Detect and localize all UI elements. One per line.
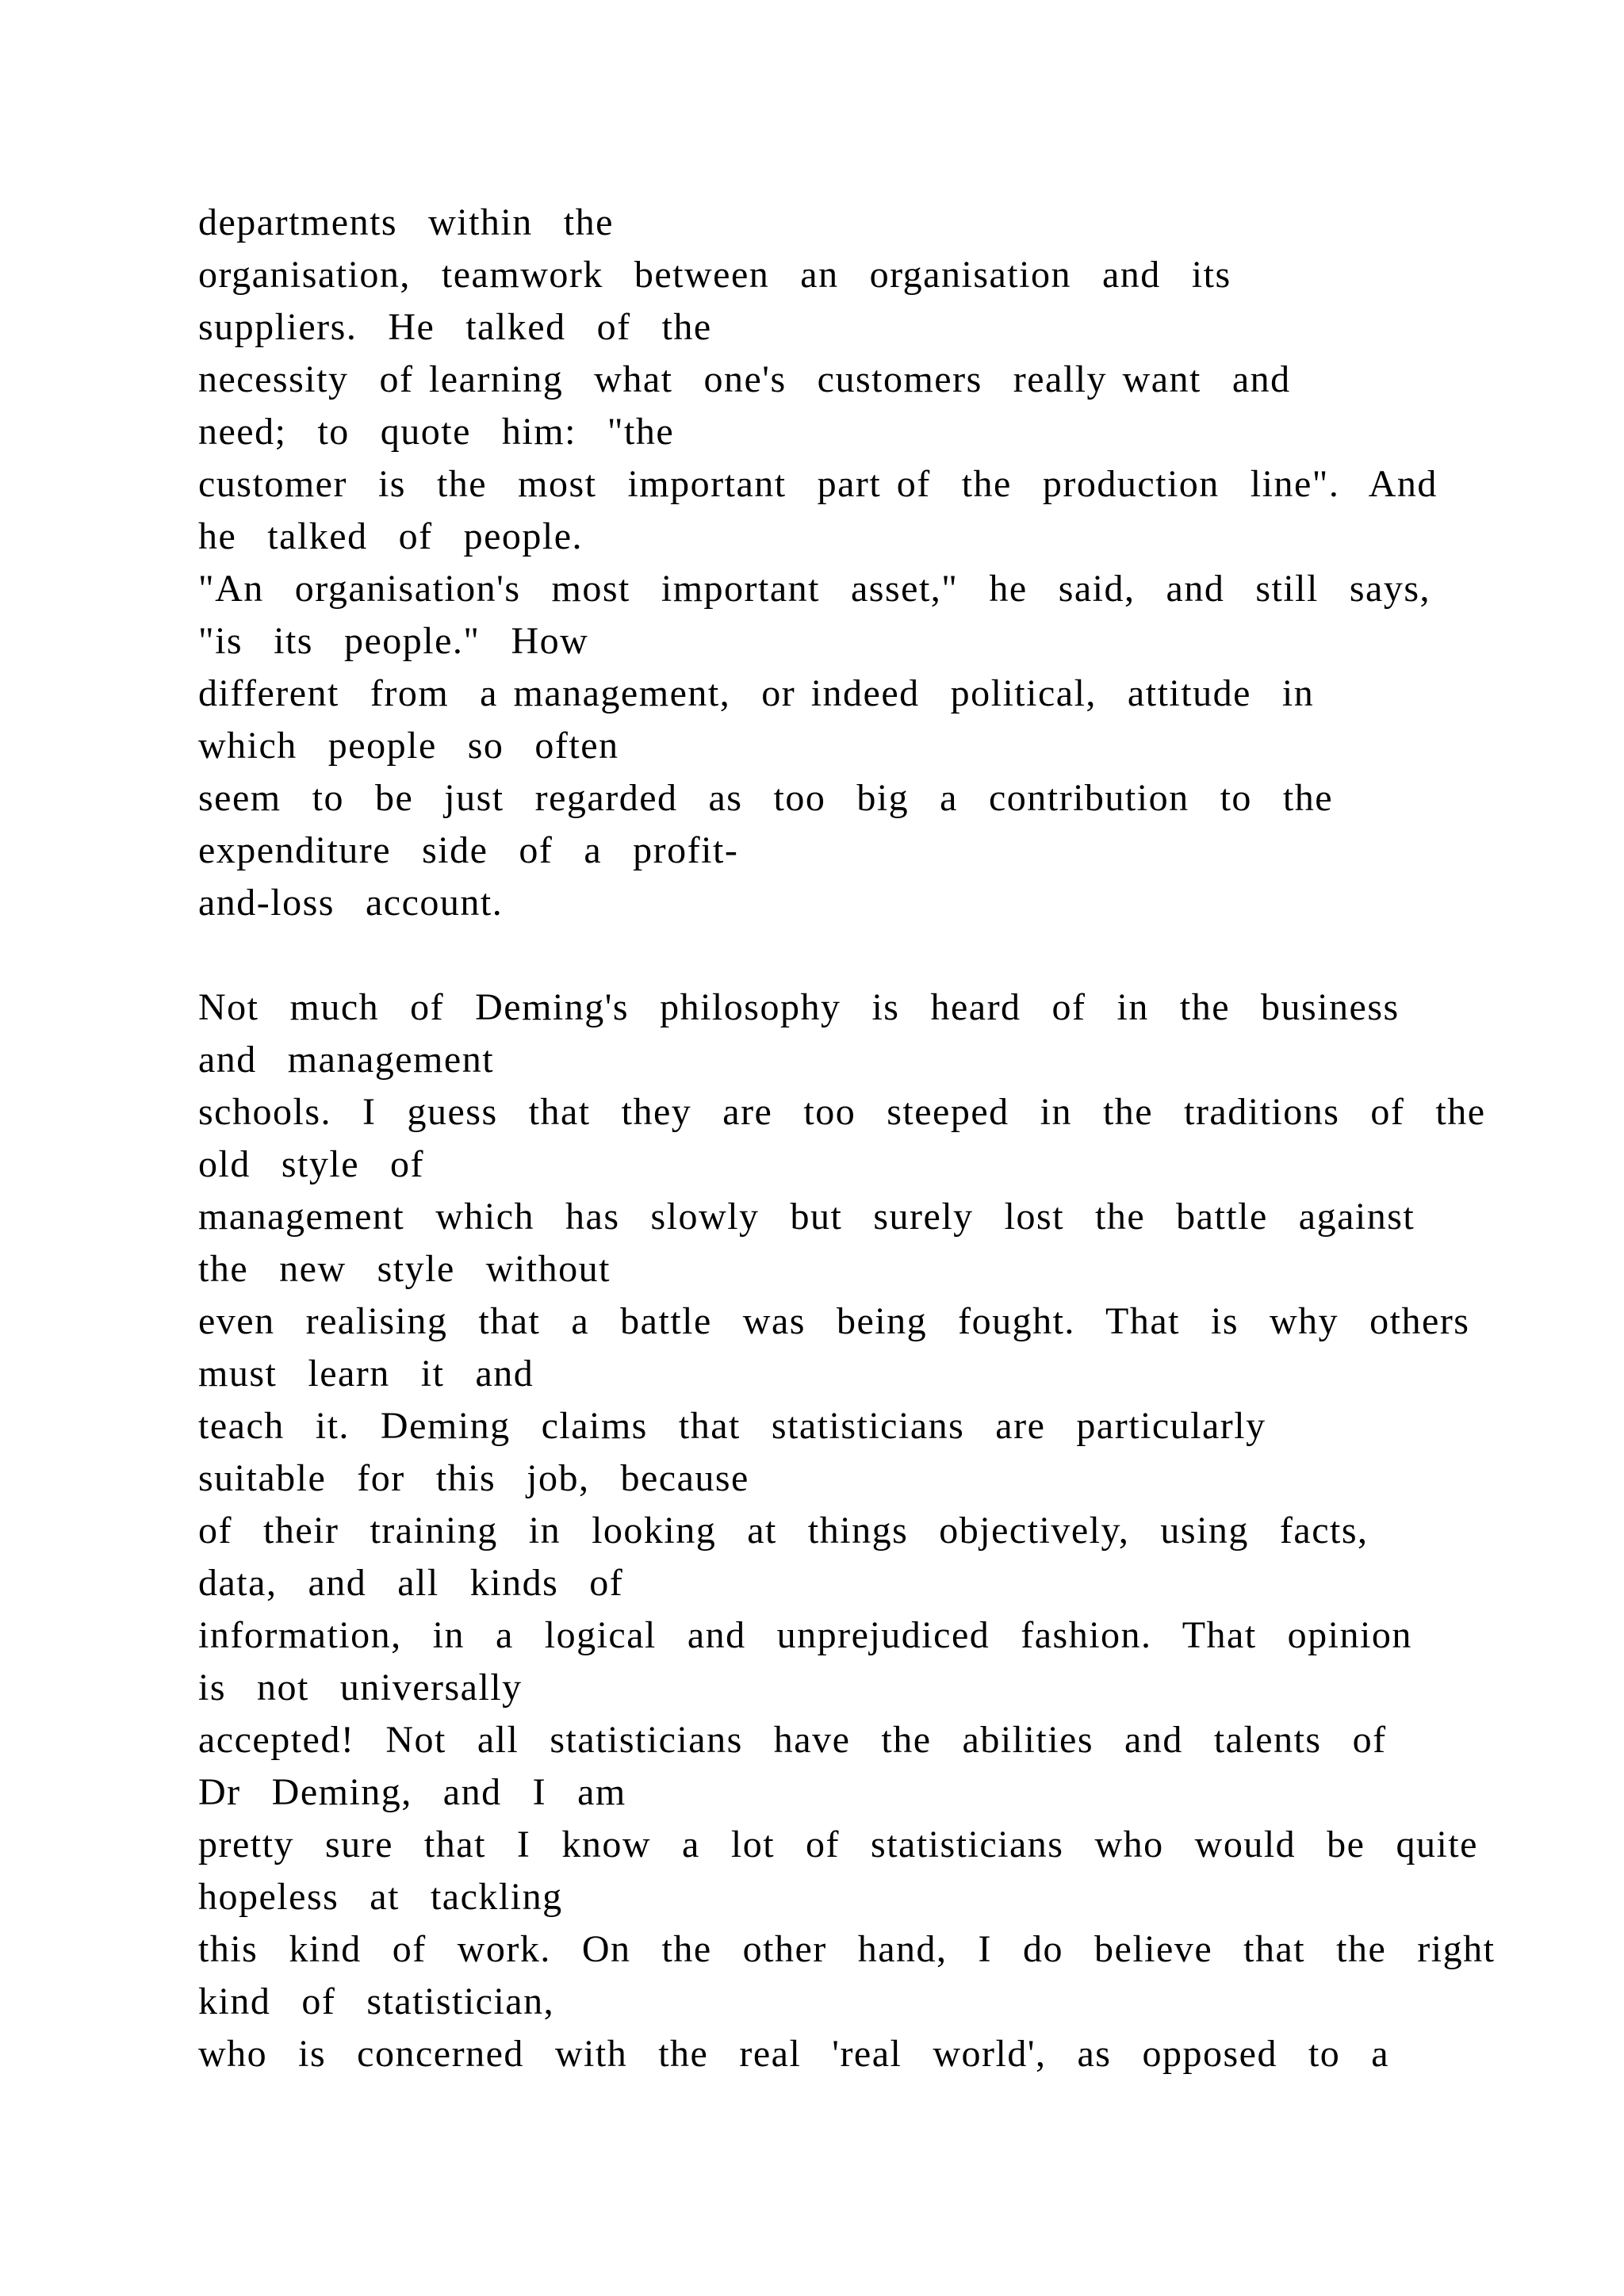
- text-line: seem to be just regarded as too big a contribution to the: [198, 777, 1334, 819]
- text-line: information, in a logical and unprejudiced fashion. That opinion: [198, 1614, 1412, 1656]
- text-line: management which has slowly but surely lost the battle against: [198, 1196, 1415, 1238]
- text-line: customer is the most important part of the production line". And: [198, 463, 1438, 505]
- text-line: suitable for this job, because: [198, 1457, 749, 1499]
- text-line: data, and all kinds of: [198, 1562, 624, 1604]
- text-line: he talked of people.: [198, 515, 584, 557]
- text-line: hopeless at tackling: [198, 1876, 563, 1918]
- text-line: accepted! Not all statisticians have the abilities and talents of: [198, 1719, 1387, 1761]
- text-line: departments within the: [198, 201, 614, 243]
- text-line: Dr Deming, and I am: [198, 1771, 626, 1813]
- text-line: and management: [198, 1039, 495, 1081]
- text-line: which people so often: [198, 725, 619, 767]
- text-line: this kind of work. On the other hand, I do believe that the right: [198, 1928, 1496, 1970]
- text-line: and-loss account.: [198, 882, 504, 924]
- text-line: is not universally: [198, 1667, 523, 1709]
- text-line: "An organisation's most important asset," he said, and still says,: [198, 568, 1431, 610]
- text-line: the new style without: [198, 1248, 611, 1290]
- text-line: must learn it and: [198, 1353, 534, 1395]
- text-line: who is concerned with the real 'real world', as opposed to a: [198, 2033, 1390, 2075]
- text-line: "is its people." How: [198, 620, 589, 662]
- text-line: pretty sure that I know a lot of statisticians who would be quite: [198, 1823, 1478, 1866]
- text-line: Not much of Deming's philosophy is heard of in the business: [198, 986, 1400, 1028]
- text-line: of their training in looking at things objectively, using facts,: [198, 1510, 1369, 1552]
- text-line: expenditure side of a profit-: [198, 829, 739, 871]
- text-line: suppliers. He talked of the: [198, 306, 712, 348]
- paragraph-1: [198, 197, 1546, 929]
- text-line: organisation, teamwork between an organisation and its: [198, 254, 1231, 296]
- paragraph-gap: [198, 929, 1546, 982]
- text-line: necessity of learning what one's customers really want and: [198, 358, 1291, 400]
- text-line: different from a management, or indeed political, attitude in: [198, 672, 1315, 714]
- text-line: kind of statistician,: [198, 1980, 555, 2022]
- text-line: old style of: [198, 1143, 424, 1185]
- text-line: schools. I guess that they are too steeped in the traditions of the: [198, 1091, 1486, 1133]
- paragraph-2: [198, 982, 1546, 2080]
- text-line: even realising that a battle was being fought. That is why others: [198, 1300, 1470, 1342]
- document-body: [198, 197, 1546, 2080]
- text-line: need; to quote him: "the: [198, 411, 675, 453]
- text-line: teach it. Deming claims that statisticians are particularly: [198, 1405, 1266, 1447]
